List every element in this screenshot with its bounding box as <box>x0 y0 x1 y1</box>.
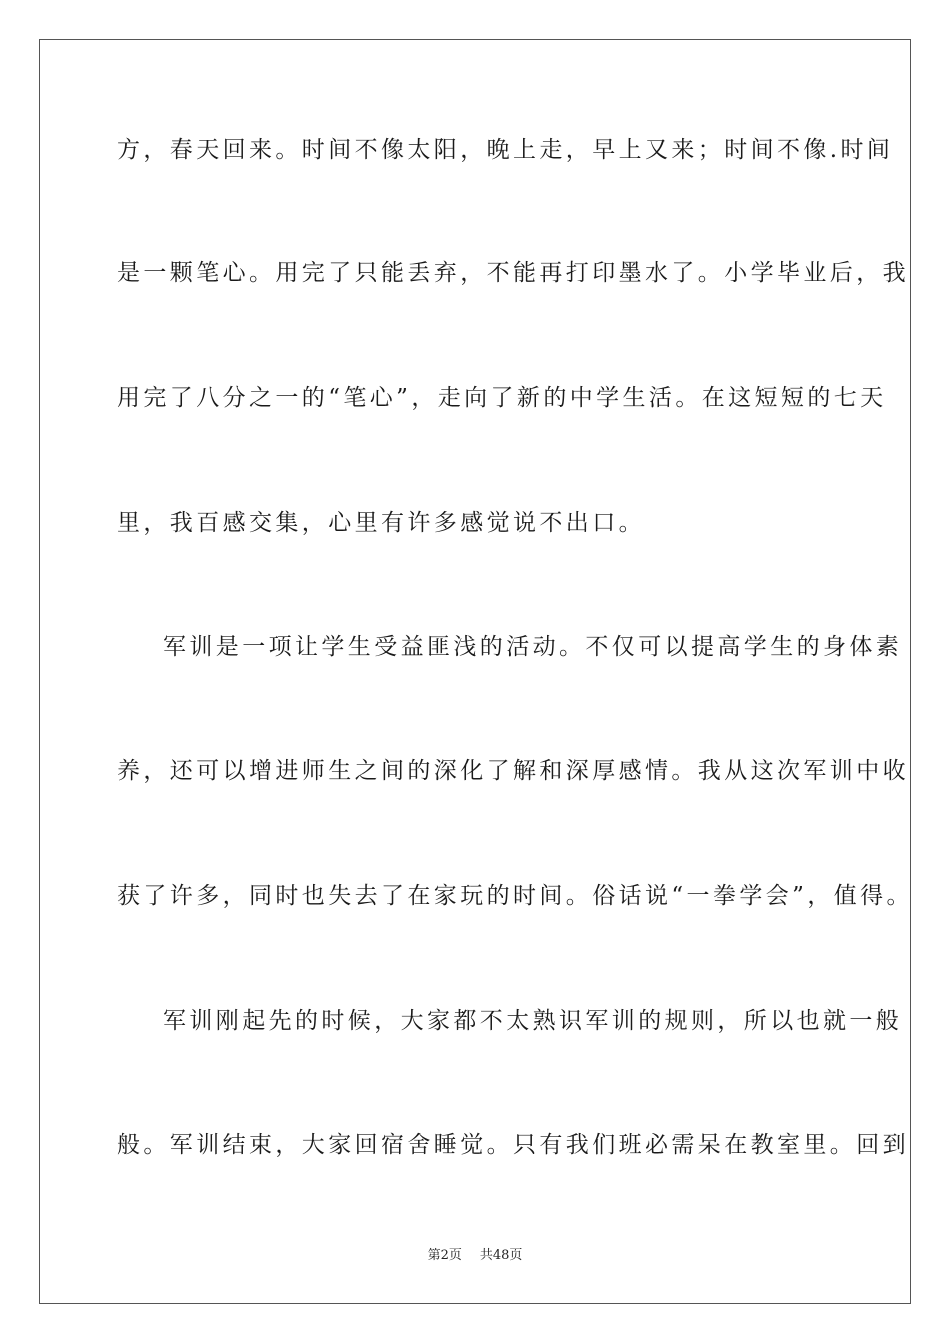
page-number: 第2页 <box>427 1248 462 1263</box>
total-pages: 共48页 <box>479 1248 523 1263</box>
paragraph-line-8: 军训刚起先的时候，大家都不太熟识军训的规则，所以也就一般 <box>163 1008 903 1034</box>
paragraph-line-3: 用完了八分之一的“笔心”，走向了新的中学生活。在这短短的七天 <box>117 385 887 411</box>
paragraph-line-4: 里，我百感交集，心里有许多感觉说不出口。 <box>117 510 645 536</box>
paragraph-line-7: 获了许多，同时也失去了在家玩的时间。俗话说“一拳学会”，值得。 <box>117 883 913 909</box>
paragraph-line-9: 般。军训结束，大家回宿舍睡觉。只有我们班必需呆在教室里。回到 <box>117 1132 909 1158</box>
paragraph-line-1: 方，春天回来。时间不像太阳，晚上走，早上又来；时间不像.时间 <box>117 137 894 163</box>
page-footer <box>0 1247 950 1265</box>
page-border <box>39 39 911 1304</box>
paragraph-line-2: 是一颗笔心。用完了只能丢弃，不能再打印墨水了。小学毕业后，我 <box>117 260 909 286</box>
paragraph-line-5: 军训是一项让学生受益匪浅的活动。不仅可以提高学生的身体素 <box>163 634 903 660</box>
paragraph-line-6: 养，还可以增进师生之间的深化了解和深厚感情。我从这次军训中收 <box>117 758 909 784</box>
